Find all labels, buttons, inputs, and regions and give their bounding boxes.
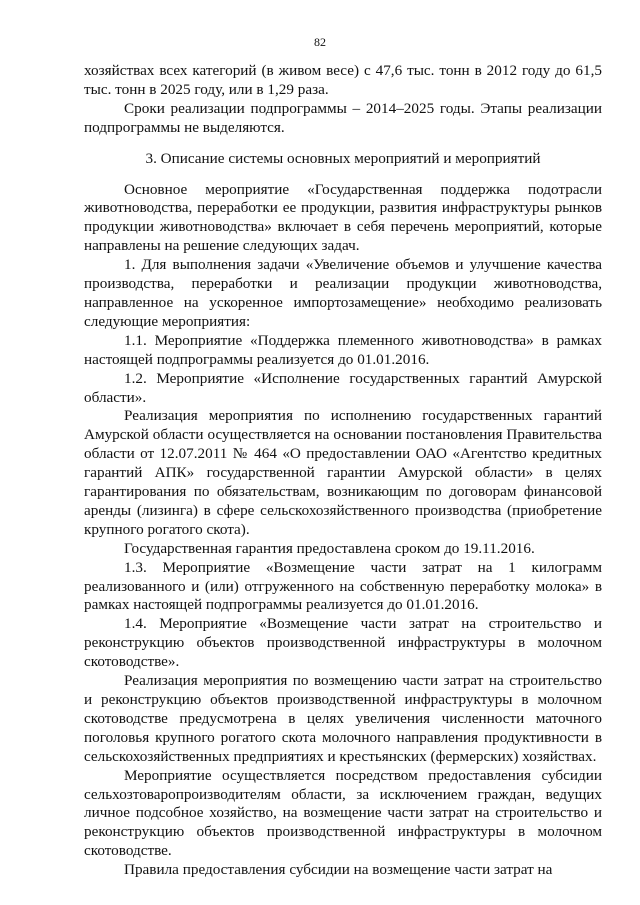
paragraph: Мероприятие осуществляется посредством предоставления субсидии сельхозтоваропроизводителям области, за исключением граждан, ведущих личное подсобное хозяйство, на возмещение части затрат на строительство и реконструкцию объектов производственной инфраструктуры в молочном скотоводстве. — [84, 766, 602, 860]
paragraph: 1.3. Мероприятие «Возмещение части затрат на 1 килограмм реализованного и (или) отгруженного на собственную переработку молока» в рамках настоящей подпрограммы реализуется до 01.01.2016. — [84, 558, 602, 614]
paragraph: хозяйствах всех категорий (в живом весе) с 47,6 тыс. тонн в 2012 году до 61,5 тыс. тонн в 2025 году, или в 1,29 раза. — [84, 62, 602, 98]
paragraph: 1. Для выполнения задачи «Увеличение объемов и улучшение качества производства, переработки и реализации продукции животноводства, направленное на ускоренное импортозамещение» необходимо реализовать следующие мероприятия: — [84, 256, 602, 330]
page-number: 82 — [314, 35, 326, 49]
paragraph: Сроки реализации подпрограммы – 2014–2025 годы. Этапы реализации подпрограммы не выделяются. — [84, 99, 602, 136]
paragraph: Основное мероприятие «Государственная поддержка подотрасли животноводства, переработки ее продукции, развития инфраструктуры рынков продукции животноводства» включает в себя перечень мероприятий, которые направлены на решение следующих задач. — [84, 180, 602, 255]
paragraph: 1.1. Мероприятие «Поддержка племенного животноводства» в рамках настоящей подпрограммы реализуется до 01.01.2016. — [84, 331, 602, 368]
paragraph: Реализация мероприятия по исполнению государственных гарантий Амурской области осуществляется на основании постановления Правительства области от 12.07.2011 № 464 «О предоставлении ОАО «Агентство кредитных гарантий АПК» государственной гарантии Амурской области» в целях гарантирования по обязательствам, возникающим по договорам финансовой аренды (лизинга) в сфере сельскохозяйственного производства (приобретение крупного рогатого скота). — [84, 407, 602, 538]
document-body — [84, 62, 602, 880]
section-heading: 3. Описание системы основных мероприятий и мероприятий — [145, 149, 541, 167]
paragraph: Реализация мероприятия по возмещению части затрат на строительство и реконструкцию объектов производственной инфраструктуры в молочном скотоводстве предусмотрена в целях увеличения численности маточного поголовья крупного рогатого скота молочного направления продуктивности в сельскохозяйственных предприятиях и крестьянских (фермерских) хозяйствах. — [84, 672, 602, 765]
paragraph: 1.4. Мероприятие «Возмещение части затрат на строительство и реконструкцию объектов производственной инфраструктуры в молочном скотоводстве». — [84, 615, 602, 671]
paragraph: Государственная гарантия предоставлена сроком до 19.11.2016. — [124, 539, 535, 557]
paragraph: 1.2. Мероприятие «Исполнение государственных гарантий Амурской области». — [84, 369, 602, 406]
paragraph: Правила предоставления субсидии на возмещение части затрат на — [124, 861, 553, 879]
